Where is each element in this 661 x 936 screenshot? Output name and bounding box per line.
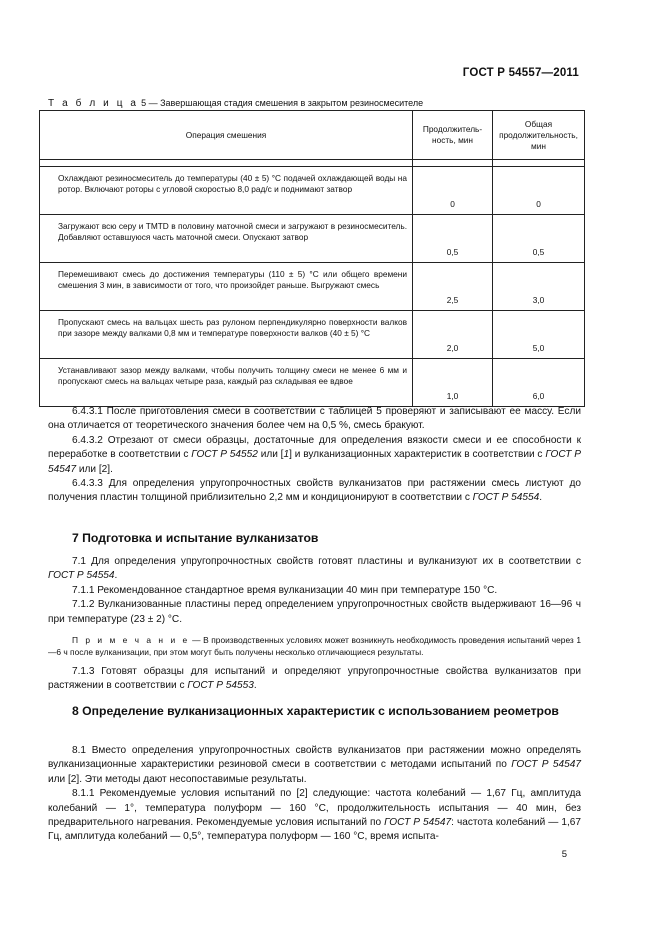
paragraph-6-4-3-1: 6.4.3.1 После приготовления смеси в соответствии с таблицей 5 проверяют и записывают ее массу. Если она отличается от теоретического значения более чем на 0,5 %, смесь бракуют.	[48, 406, 581, 432]
duration-cell: 0,5	[413, 215, 493, 263]
operation-cell: Перемешивают смесь до достижения температуры (110 ± 5) °С или общего времени смешения 3 мин, в зависимости от того, что произойдет раньше. Выгружают смесь	[40, 263, 413, 311]
column-header-duration: Продолжитель-ность, мин	[413, 111, 493, 160]
section-6-4-3-text	[48, 405, 581, 506]
table-header-row	[40, 111, 585, 160]
duration-cell: 1,0	[413, 359, 493, 407]
paragraph-8-1-1: 8.1.1 Рекомендуемые условия испытаний по [2] следующие: частота колебаний — 1,67 Гц, амплитуда колебаний — 1°, температура полуформ — 160 °С, продолжительность испытания — 40 мин, без предварительного нагревания. Рекомендуемые условия испытаний по ГОСТ Р 54547: частота колебаний — 1,67 Гц, амплитуда колебаний — 0,5°, температура полуформ — 160 °С, время испыта-	[48, 788, 581, 843]
table-row	[40, 263, 585, 311]
section-8	[48, 703, 581, 719]
paragraph-7-1: 7.1 Для определения упругопрочностных свойств готовят пластины и вулканизуют их в соответствии с ГОСТ Р 54554.	[48, 556, 581, 582]
operation-cell: Устанавливают зазор между валками, чтобы получить толщину смеси не менее 6 мм и пропускают смесь на вальцах четыре раза, каждый раз складывая ее вдвое	[40, 359, 413, 407]
column-header-operation: Операция смешения	[40, 111, 413, 160]
total-duration-cell: 0	[493, 167, 585, 215]
table-caption-text: 5 — Завершающая стадия смешения в закрытом резиносмесителе	[141, 98, 424, 108]
standard-reference: ГОСТ Р 54547	[384, 817, 452, 829]
duration-cell: 2,0	[413, 311, 493, 359]
mixing-stage-table	[39, 110, 585, 407]
operation-cell: Охлаждают резиносмеситель до температуры (40 ± 5) °С подачей охлаждающей воды на ротор. Включают роторы с угловой скоростью 8,0 рад/с и поднимают затвор	[40, 167, 413, 215]
section-7-heading: 7 Подготовка и испытание вулканизатов	[72, 531, 319, 545]
operation-cell: Загружают всю серу и TMTD в половину маточной смеси и загружают в резиносмеситель. Добавляют оставшуюся часть маточной смеси. Опускают затвор	[40, 215, 413, 263]
paragraph-6-4-3-2: 6.4.3.2 Отрезают от смеси образцы, достаточные для определения вязкости смеси и ее способности к переработке в соответствии с ГОСТ Р 54552 или [1] и вулканизационных характеристик в соответствии с ГОСТ Р 54547 или [2].	[48, 434, 581, 475]
paragraph-6-4-3-3: 6.4.3.3 Для определения упругопрочностных свойств вулканизатов при растяжении смесь листуют до получения пластин толщиной приблизительно 2,2 мм и кондиционируют в соответствии с ГОСТ Р 54554.	[48, 478, 581, 504]
duration-cell: 0	[413, 167, 493, 215]
duration-cell: 2,5	[413, 263, 493, 311]
table-caption-prefix: Т а б л и ц а	[48, 98, 139, 109]
column-header-total-duration: Общая продолжительность, мин	[493, 111, 585, 160]
standard-reference: ГОСТ Р 54547	[48, 449, 581, 475]
paragraph-7-1-1: 7.1.1 Рекомендованное стандартное время вулканизации 40 мин при температуре 150 °С.	[72, 584, 498, 596]
table-row	[40, 167, 585, 215]
paragraph-8-1: 8.1 Вместо определения упругопрочностных свойств вулканизатов при растяжении можно определять вулканизационные характеристики резиновой смеси в соответствии с методами испытаний по ГОСТ Р 54547 или [2]. Эти методы дают несопоставимые результаты.	[48, 745, 581, 785]
section-7	[48, 530, 581, 546]
operation-cell: Пропускают смесь на вальцах шесть раз рулоном перпендикулярно поверхности валков при зазоре между валками 0,8 мм и температуре поверхности валков (40 ± 5) °С	[40, 311, 413, 359]
bibliography-reference: 1	[283, 449, 290, 461]
note-prefix: П р и м е ч а н и е	[72, 635, 190, 646]
standard-reference: ГОСТ Р 54554	[472, 492, 540, 504]
section-8-heading: 8 Определение вулканизационных характеристик с использованием реометров	[72, 704, 559, 718]
section-8-text	[48, 744, 581, 845]
table-row	[40, 215, 585, 263]
table-row	[40, 359, 585, 407]
standard-reference: ГОСТ Р 54552	[191, 449, 258, 461]
total-duration-cell: 6,0	[493, 359, 585, 407]
note: П р и м е ч а н и е — В производственных условиях может возникнуть необходимость проведения испытаний через 1—6 ч после вулканизации, при этом могут быть получены несколько отличающиеся результаты.	[48, 635, 582, 658]
table-caption	[48, 98, 423, 109]
total-duration-cell: 3,0	[493, 263, 585, 311]
page-number: 5	[561, 849, 567, 860]
standard-reference: ГОСТ Р 54553	[187, 680, 254, 692]
standard-reference: ГОСТ Р 54554	[48, 570, 115, 582]
total-duration-cell: 0,5	[493, 215, 585, 263]
document-code-header: ГОСТ Р 54557—2011	[462, 67, 579, 79]
standard-reference: ГОСТ Р 54547	[511, 759, 581, 771]
paragraph-7-1-3: 7.1.3 Готовят образцы для испытаний и определяют упругопрочностные свойства вулканизатов при растяжении в соответствии с ГОСТ Р 54553.	[48, 666, 581, 692]
paragraph-7-1-2: 7.1.2 Вулканизованные пластины перед определением упругопрочностных свойств выдерживают 16—96 ч при температуре (23 ± 2) °С.	[48, 599, 581, 625]
total-duration-cell: 5,0	[493, 311, 585, 359]
section-7-text	[48, 555, 581, 694]
table-row	[40, 311, 585, 359]
